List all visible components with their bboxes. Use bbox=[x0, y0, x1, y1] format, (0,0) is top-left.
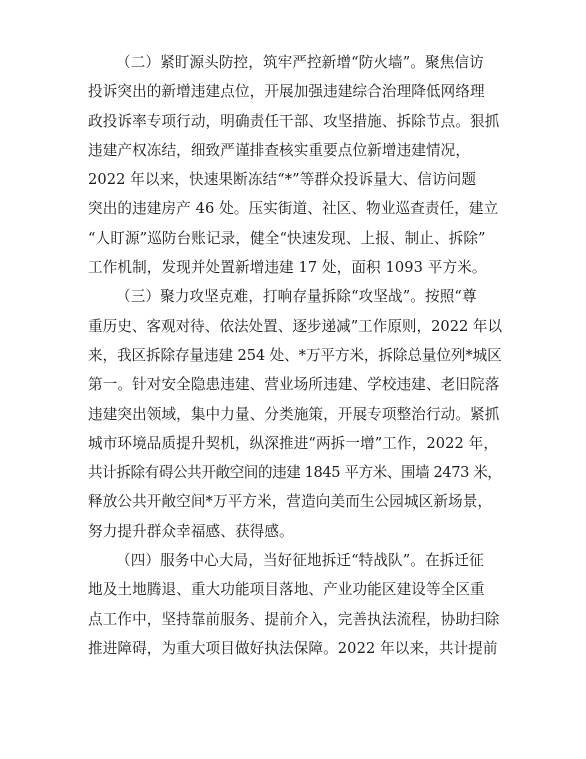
text-line: （四）服务中心大局，当好征地拆迁“特战队”。在拆迁征 bbox=[116, 552, 484, 570]
text-line: 违建产权冻结，细致严谨排查核实重要点位新增违建情况， bbox=[88, 141, 471, 159]
text-line: “人盯源”巡防台账记录，健全“快速发现、上报、制止、拆除” bbox=[88, 229, 486, 247]
text-line: 努力提升群众幸福感、获得感。 bbox=[88, 522, 294, 540]
text-line: 第一。针对安全隐患违建、营业场所违建、学校违建、老旧院落 bbox=[88, 376, 500, 394]
text-line: 点工作中，坚持靠前服务、提前介入，完善执法流程，协助扫除 bbox=[88, 610, 500, 628]
paragraph-four bbox=[88, 546, 502, 663]
text-line: 工作机制，发现并处置新增违建 17 处，面积 1093 平方米。 bbox=[88, 259, 487, 277]
paragraph-two bbox=[88, 48, 502, 282]
text-line: 来，我区拆除存量违建 254 处、*万平方米，拆除总量位列*城区 bbox=[88, 346, 502, 364]
text-line: 突出的违建房产 46 处。压实街道、社区、物业巡查责任，建立 bbox=[88, 200, 499, 218]
text-line: 违建突出领域，集中力量、分类施策，开展专项整治行动。紧抓 bbox=[88, 405, 500, 423]
text-line: （二）紧盯源头防控，筑牢严控新增“防火墙”。聚焦信访 bbox=[116, 54, 484, 71]
text-line: 共计拆除有碍公共开敞空间的违建 1845 平方米、围墙 2473 米， bbox=[88, 464, 502, 482]
text-line: 投诉突出的新增违建点位，开展加强违建综合治理降低网络理 bbox=[88, 83, 485, 101]
text-line: 城市环境品质提升契机，纵深推进“两拆一增”工作，2022 年， bbox=[88, 434, 499, 452]
text-line: （三）聚力攻坚克难，打响存量拆除“攻坚战”。按照“尊 bbox=[116, 288, 477, 306]
paragraph-three bbox=[88, 282, 502, 546]
text-line: 释放公共开敞空间*万平方米，营造向美而生公园城区新场景， bbox=[88, 493, 493, 511]
text-line: 重历史、客观对待、依法处置、逐步递减”工作原则，2022 年以 bbox=[88, 317, 503, 335]
text-line: 2022 年以来，快速果断冻结“*”等群众投诉量大、信访问题 bbox=[88, 171, 477, 189]
text-line: 地及土地腾退、重大功能项目落地、产业功能区建设等全区重 bbox=[88, 581, 485, 599]
text-line: 推进障碍，为重大项目做好执法保障。2022 年以来，共计提前 bbox=[88, 639, 498, 657]
body-text bbox=[88, 48, 502, 663]
text-line: 政投诉率专项行动，明确责任干部、攻坚措施、拆除节点。狠抓 bbox=[88, 112, 500, 130]
